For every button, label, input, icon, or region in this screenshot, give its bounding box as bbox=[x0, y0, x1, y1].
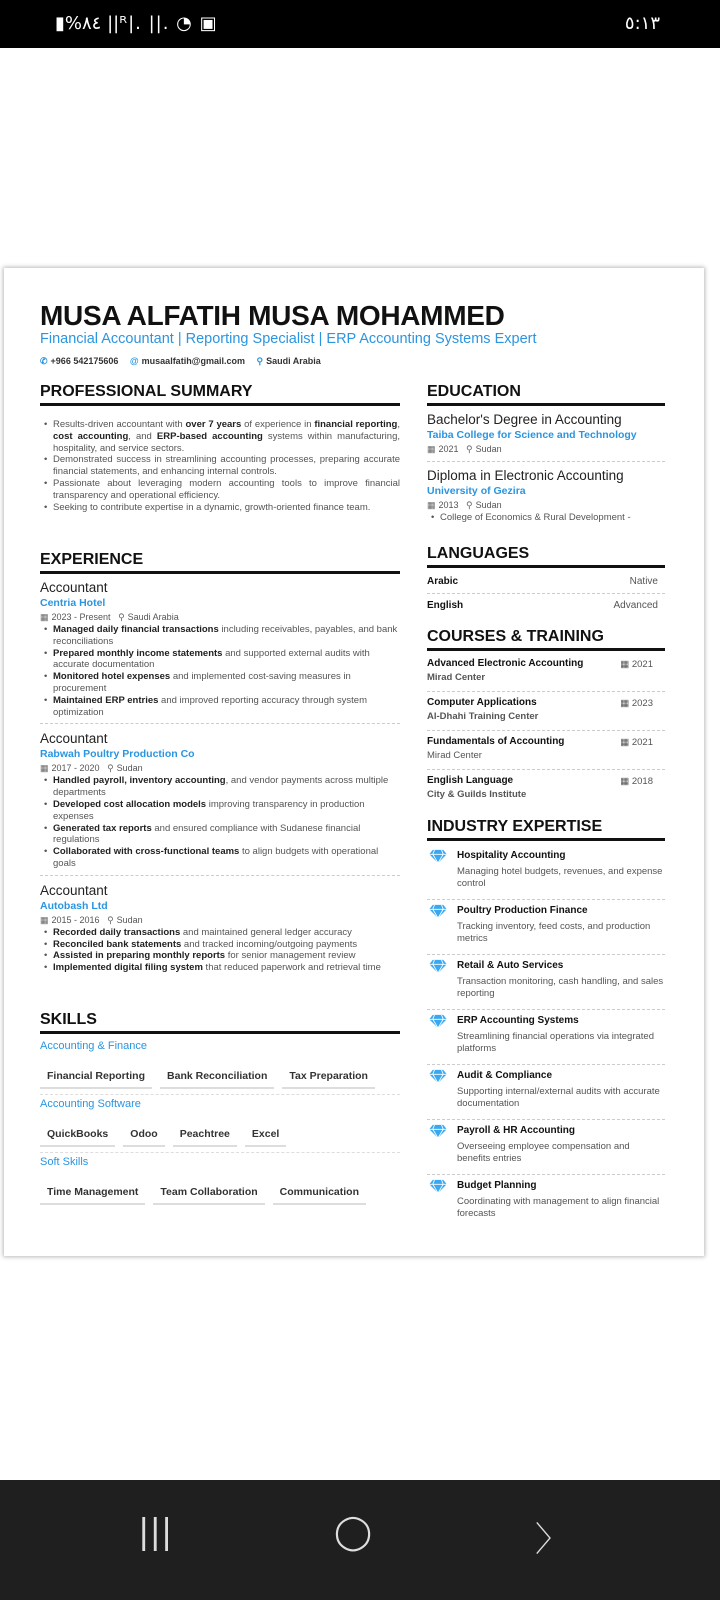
expertise-item bbox=[427, 955, 665, 1010]
course-year-text: 2021 bbox=[631, 737, 653, 748]
industry-section bbox=[427, 817, 665, 1230]
skills-section bbox=[40, 1010, 400, 1212]
job-bullet: • Prepared monthly income statements and supported external audits with accurate documentation bbox=[40, 648, 400, 672]
education-entry bbox=[427, 467, 665, 529]
course-org: City & Guilds Institute bbox=[427, 789, 527, 800]
education-location: Sudan bbox=[475, 500, 502, 510]
calendar-icon: ▦ bbox=[620, 737, 632, 748]
expertise-item bbox=[427, 900, 665, 955]
job-meta bbox=[40, 611, 400, 624]
skill-chip: Time Management bbox=[40, 1183, 145, 1205]
job-title: Accountant bbox=[40, 580, 108, 595]
course-year bbox=[620, 776, 653, 787]
language-level: Advanced bbox=[613, 600, 658, 611]
resume-name: MUSA ALFATIH MUSA MOHAMMED bbox=[40, 300, 505, 331]
diamond-icon bbox=[429, 1069, 447, 1083]
job-location: Sudan bbox=[116, 914, 143, 925]
skill-chip: Team Collaboration bbox=[153, 1183, 264, 1205]
calendar-icon: ▦ bbox=[40, 763, 49, 774]
location-icon: ⚲ bbox=[110, 612, 125, 622]
job-bullet: • Assisted in preparing monthly reports for senior management review bbox=[40, 950, 400, 962]
education-meta bbox=[427, 499, 665, 512]
course-year bbox=[620, 659, 653, 670]
skill-chips bbox=[40, 1125, 400, 1153]
calendar-icon: ▦ bbox=[40, 612, 49, 622]
back-button[interactable]: 〉 bbox=[535, 1520, 569, 1560]
education-year: 2021 bbox=[438, 444, 459, 454]
job-title: Accountant bbox=[40, 731, 108, 747]
skill-chips bbox=[40, 1183, 400, 1211]
expertise-desc: Coordinating with management to align financial forecasts bbox=[457, 1196, 660, 1219]
job-bullets bbox=[40, 775, 400, 869]
course-entry bbox=[427, 731, 665, 770]
company-name: Rabwah Poultry Production Co bbox=[40, 748, 195, 761]
job-bullet: • Recorded daily transactions and maintained general ledger accuracy bbox=[40, 927, 400, 939]
diamond-icon bbox=[429, 1124, 447, 1138]
skill-chip: Financial Reporting bbox=[40, 1067, 152, 1089]
job-location: Sudan bbox=[116, 763, 143, 774]
summary-item: • Seeking to contribute expertise in a dynamic, growth-oriented finance team. bbox=[40, 502, 400, 514]
course-year-text: 2023 bbox=[631, 698, 653, 709]
language-row bbox=[427, 570, 665, 594]
skill-chip: Excel bbox=[245, 1125, 286, 1147]
education-meta bbox=[427, 443, 665, 456]
course-org: Mirad Center bbox=[427, 672, 486, 683]
language-name: English bbox=[427, 600, 464, 611]
skill-chip: Communication bbox=[273, 1183, 366, 1205]
school: University of Gezira bbox=[427, 485, 526, 497]
experience-section bbox=[40, 550, 400, 980]
section-title: SKILLS bbox=[40, 1010, 400, 1034]
navigation-bar bbox=[0, 1480, 720, 1600]
expertise-desc: Streamlining financial operations via integrated platforms bbox=[457, 1031, 654, 1054]
calendar-icon: ▦ bbox=[427, 444, 436, 454]
diamond-icon bbox=[429, 1179, 447, 1193]
expertise-item bbox=[427, 1120, 665, 1175]
courses-section bbox=[427, 627, 665, 809]
job-dates: 2023 - Present bbox=[51, 612, 111, 622]
skill-category: Soft Skills bbox=[40, 1156, 89, 1168]
diamond-icon bbox=[429, 904, 447, 918]
job-bullet: • Developed cost allocation models improving transparency in production expenses bbox=[40, 799, 400, 823]
location-icon: ⚲ bbox=[99, 763, 114, 774]
expertise-name: Budget Planning bbox=[457, 1180, 537, 1191]
calendar-icon: ▦ bbox=[620, 698, 632, 709]
email[interactable]: musaalfatih@gmail.com bbox=[141, 356, 245, 366]
summary-item: • Passionate about leveraging modern accounting tools to improve financial transparency and operational efficiency. bbox=[40, 478, 400, 502]
job-entry bbox=[40, 882, 400, 974]
job-bullet: • Managed daily financial transactions including receivables, payables, and bank reconciliations bbox=[40, 624, 400, 648]
location: Saudi Arabia bbox=[266, 356, 321, 366]
company-name: Autobash Ltd bbox=[40, 899, 108, 912]
skill-chip: Bank Reconciliation bbox=[160, 1067, 274, 1089]
diamond-icon bbox=[429, 1014, 447, 1028]
expertise-desc: Tracking inventory, feed costs, and production metrics bbox=[457, 921, 651, 944]
education-entry bbox=[427, 411, 665, 462]
expertise-desc: Supporting internal/external audits with accurate documentation bbox=[457, 1086, 660, 1109]
section-title: LANGUAGES bbox=[427, 544, 665, 568]
expertise-name: Payroll & HR Accounting bbox=[457, 1125, 575, 1136]
expertise-name: Hospitality Accounting bbox=[457, 850, 566, 861]
recents-button[interactable]: ||| bbox=[138, 1512, 173, 1552]
school: Taiba College for Science and Technology bbox=[427, 429, 637, 441]
clock: ٥:١٣ bbox=[624, 13, 660, 34]
job-title: Accountant bbox=[40, 882, 108, 898]
languages-section bbox=[427, 544, 665, 617]
phone-icon: ✆ bbox=[40, 356, 48, 366]
calendar-icon: ▦ bbox=[40, 914, 49, 925]
job-bullet: • Maintained ERP entries and improved reporting accuracy through system optimization bbox=[40, 695, 400, 719]
language-row bbox=[427, 594, 665, 617]
job-bullet: • Monitored hotel expenses and implemented cost-saving measures in procurement bbox=[40, 671, 400, 695]
course-name: Computer Applications bbox=[427, 697, 537, 708]
location-icon: ⚲ bbox=[458, 500, 473, 510]
course-year bbox=[620, 698, 653, 709]
course-year bbox=[620, 737, 653, 748]
summary-item: • Demonstrated success in streamlining accounting processes, preparing accurate financial statements, and enhancing internal controls. bbox=[40, 454, 400, 478]
expertise-desc: Overseeing employee compensation and benefits entries bbox=[457, 1141, 630, 1164]
phone[interactable]: +966 542175606 bbox=[50, 356, 119, 366]
status-bar bbox=[0, 0, 720, 48]
at-icon: @ bbox=[129, 356, 139, 366]
summary-list bbox=[40, 419, 400, 513]
calendar-icon: ▦ bbox=[620, 659, 632, 670]
location-icon: ⚲ bbox=[256, 356, 264, 366]
job-bullets bbox=[40, 624, 400, 718]
skill-chip: Peachtree bbox=[173, 1125, 237, 1147]
expertise-desc: Transaction monitoring, cash handling, and sales reporting bbox=[457, 976, 664, 999]
job-entry bbox=[40, 730, 400, 875]
section-title: COURSES & TRAINING bbox=[427, 627, 665, 651]
education-notes bbox=[427, 512, 665, 524]
job-dates: 2015 - 2016 bbox=[51, 914, 100, 925]
skill-chip: Tax Preparation bbox=[282, 1067, 375, 1089]
job-bullet: • Handled payroll, inventory accounting, and vendor payments across multiple departments bbox=[40, 775, 400, 799]
course-entry bbox=[427, 692, 665, 731]
education-location: Sudan bbox=[475, 444, 502, 454]
language-name: Arabic bbox=[427, 576, 459, 587]
job-bullets bbox=[40, 927, 400, 974]
job-bullet: • Generated tax reports and ensured compliance with Sudanese financial regulations bbox=[40, 823, 400, 847]
education-note: • College of Economics & Rural Development - bbox=[427, 512, 665, 524]
language-level: Native bbox=[629, 576, 658, 587]
job-bullet: • Collaborated with cross-functional teams to align budgets with operational goals bbox=[40, 846, 400, 870]
job-meta bbox=[40, 914, 400, 927]
resume-subtitle: Financial Accountant | Reporting Specialist | ERP Accounting Systems Expert bbox=[40, 331, 537, 347]
course-entry bbox=[427, 770, 665, 809]
expertise-item bbox=[427, 845, 665, 900]
diamond-icon bbox=[429, 849, 447, 863]
skill-chips bbox=[40, 1067, 400, 1095]
expertise-desc: Managing hotel budgets, revenues, and expense control bbox=[457, 866, 663, 889]
section-title: PROFESSIONAL SUMMARY bbox=[40, 382, 400, 406]
course-entry bbox=[427, 653, 665, 692]
course-year-text: 2018 bbox=[631, 776, 653, 787]
job-bullet: • Reconciled bank statements and tracked incoming/outgoing payments bbox=[40, 939, 400, 951]
summary-item: • Results-driven accountant with over 7 years of experience in financial reporting, cost accounting, and ERP-based accounting systems within manufacturing, hospitality, and service sectors. bbox=[40, 419, 400, 454]
section-title: EXPERIENCE bbox=[40, 550, 400, 574]
skill-category: Accounting Software bbox=[40, 1098, 141, 1110]
education-year: 2013 bbox=[438, 500, 459, 510]
course-org: Mirad Center bbox=[427, 750, 482, 761]
section-title: EDUCATION bbox=[427, 382, 665, 406]
degree: Diploma in Electronic Accounting bbox=[427, 468, 624, 483]
summary-section bbox=[40, 382, 400, 513]
job-meta bbox=[40, 762, 400, 775]
diamond-icon bbox=[429, 959, 447, 973]
calendar-icon: ▦ bbox=[620, 776, 632, 787]
skill-chip: Odoo bbox=[123, 1125, 164, 1147]
course-name: Advanced Electronic Accounting bbox=[427, 658, 584, 669]
section-title: INDUSTRY EXPERTISE bbox=[427, 817, 665, 841]
calendar-icon: ▦ bbox=[427, 500, 436, 510]
expertise-name: Audit & Compliance bbox=[457, 1070, 553, 1081]
expertise-name: Poultry Production Finance bbox=[457, 905, 588, 916]
expertise-item bbox=[427, 1175, 665, 1230]
expertise-item bbox=[427, 1065, 665, 1120]
location-icon: ⚲ bbox=[458, 444, 473, 454]
education-section bbox=[427, 382, 665, 534]
job-dates: 2017 - 2020 bbox=[51, 763, 100, 774]
home-button[interactable]: ◯ bbox=[334, 1512, 373, 1552]
expertise-item bbox=[427, 1010, 665, 1065]
course-name: Fundamentals of Accounting bbox=[427, 736, 565, 747]
job-bullet: • Implemented digital filing system that reduced paperwork and retrieval time bbox=[40, 962, 400, 974]
course-year-text: 2021 bbox=[631, 659, 653, 670]
skill-category: Accounting & Finance bbox=[40, 1040, 148, 1052]
degree: Bachelor's Degree in Accounting bbox=[427, 412, 622, 427]
job-entry bbox=[40, 579, 400, 724]
skill-chip: QuickBooks bbox=[40, 1125, 115, 1147]
location-icon: ⚲ bbox=[99, 914, 114, 925]
contact-line bbox=[40, 356, 321, 367]
expertise-name: Retail & Auto Services bbox=[457, 960, 564, 971]
company-name: Centria Hotel bbox=[40, 597, 106, 609]
course-name: English Language bbox=[427, 775, 514, 786]
course-org: Al-Dhahi Training Center bbox=[427, 711, 539, 722]
status-icons: ▮%٨٤ ||ᴿ|. ||. ◔ ▣ bbox=[55, 13, 218, 34]
job-location: Saudi Arabia bbox=[127, 612, 179, 622]
expertise-name: ERP Accounting Systems bbox=[457, 1015, 579, 1026]
